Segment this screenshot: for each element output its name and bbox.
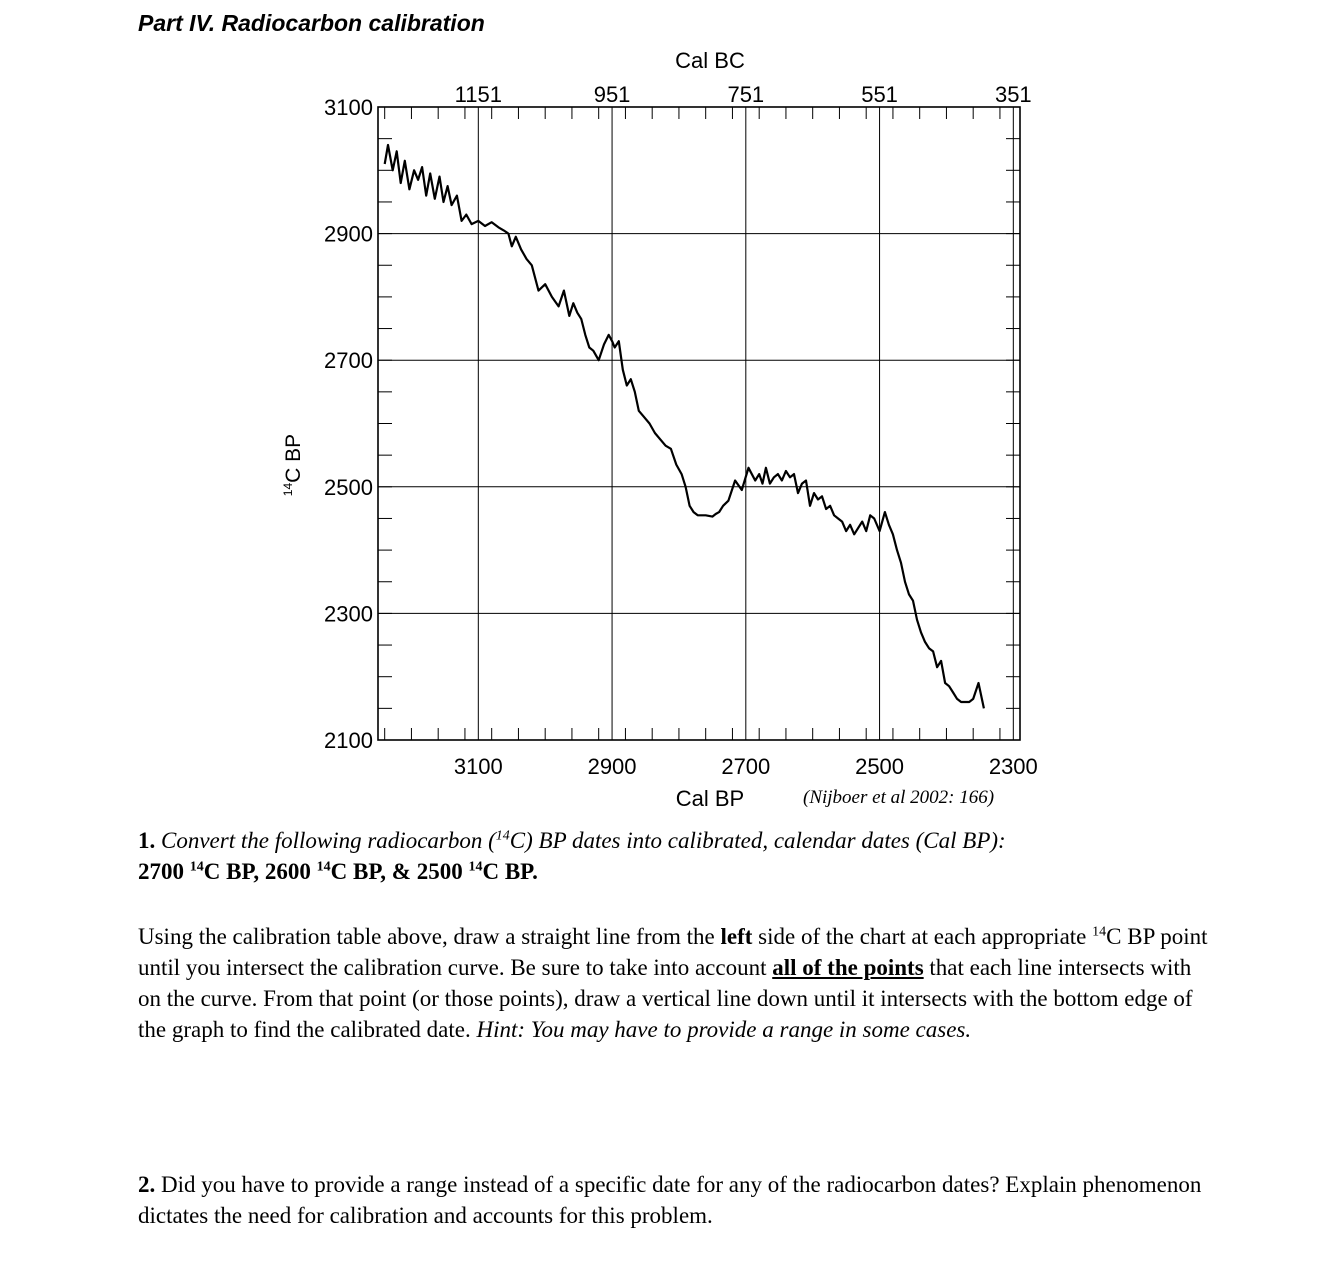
y-tick-label: 3100 (324, 95, 373, 120)
calibration-curve (385, 145, 984, 708)
question-1-text-b: C) BP dates into calibrated, calendar dates (Cal BP): (509, 828, 1006, 853)
instructions-left-emphasis: left (720, 924, 753, 949)
y-tick-label: 2300 (324, 601, 373, 627)
plot-frame (378, 107, 1020, 740)
top-tick-label: 751 (727, 82, 765, 107)
top-tick-label: 951 (593, 82, 631, 107)
grid-layer (378, 107, 1020, 740)
question-1-text-a: Convert the following radiocarbon ( (155, 828, 496, 853)
question-2-number: 2. (138, 1172, 156, 1197)
x-tick-label: 2700 (721, 754, 771, 779)
question-1 (138, 825, 1218, 887)
calibration-chart (270, 40, 1060, 820)
question-2-text: Did you have to provide a range instead of a specific date for any of the radiocarbon dates? Explain phenomenon dictates the need for calibration and accounts for this problem. (138, 1172, 1202, 1228)
tick-layer (378, 107, 1020, 740)
question-1-sup: 14 (495, 828, 510, 844)
y-axis-title (281, 434, 305, 496)
label-layer (324, 82, 1038, 779)
question-2 (138, 1169, 1218, 1231)
y-tick-label: 2500 (324, 474, 373, 500)
x-tick-label: 2300 (988, 754, 1038, 779)
x-tick-label: 2900 (587, 754, 637, 779)
instructions-all-points-emphasis: all of the points (772, 955, 924, 980)
top-tick-label: 351 (994, 82, 1032, 107)
instructions-paragraph: Using the calibration table above, draw a straight line from the left side of the chart at each appropriate $^{14}$C BP point until you intersect the calibration curve. Be sure to take into account all of the points that each line intersects with on the curve. From that point (or those points), draw a vertical line down until it intersects with the bottom edge of the graph to find the calibrated date. Hint: You may have to provide a range in some cases. (138, 924, 1208, 1042)
instructions-hint: Hint: You may have to provide a range in some cases. (476, 1017, 972, 1042)
top-axis-title: Cal BC (675, 48, 745, 73)
y-axis-title-sup: 14 (281, 482, 295, 497)
y-tick-label: 2900 (324, 221, 373, 247)
section-heading: Part IV. Radiocarbon calibration (138, 10, 485, 36)
top-tick-label: 551 (861, 82, 898, 107)
y-tick-label: 2700 (324, 348, 373, 374)
question-1-number: 1. (138, 828, 156, 853)
question-1-dates: 2700 $^{14}$C BP, 2600 $^{14}$C BP, & 2500 $^{14}$C BP. (138, 859, 538, 884)
x-tick-label: 3100 (453, 754, 503, 779)
top-tick-label: 1151 (454, 82, 502, 107)
x-tick-label: 2500 (855, 754, 905, 779)
chart-source-citation: (Nijboer et al 2002: 166) (803, 787, 995, 808)
x-axis-title: Cal BP (675, 786, 745, 811)
y-tick-label: 2100 (324, 728, 373, 753)
y-axis-title-text: C BP (282, 433, 305, 483)
